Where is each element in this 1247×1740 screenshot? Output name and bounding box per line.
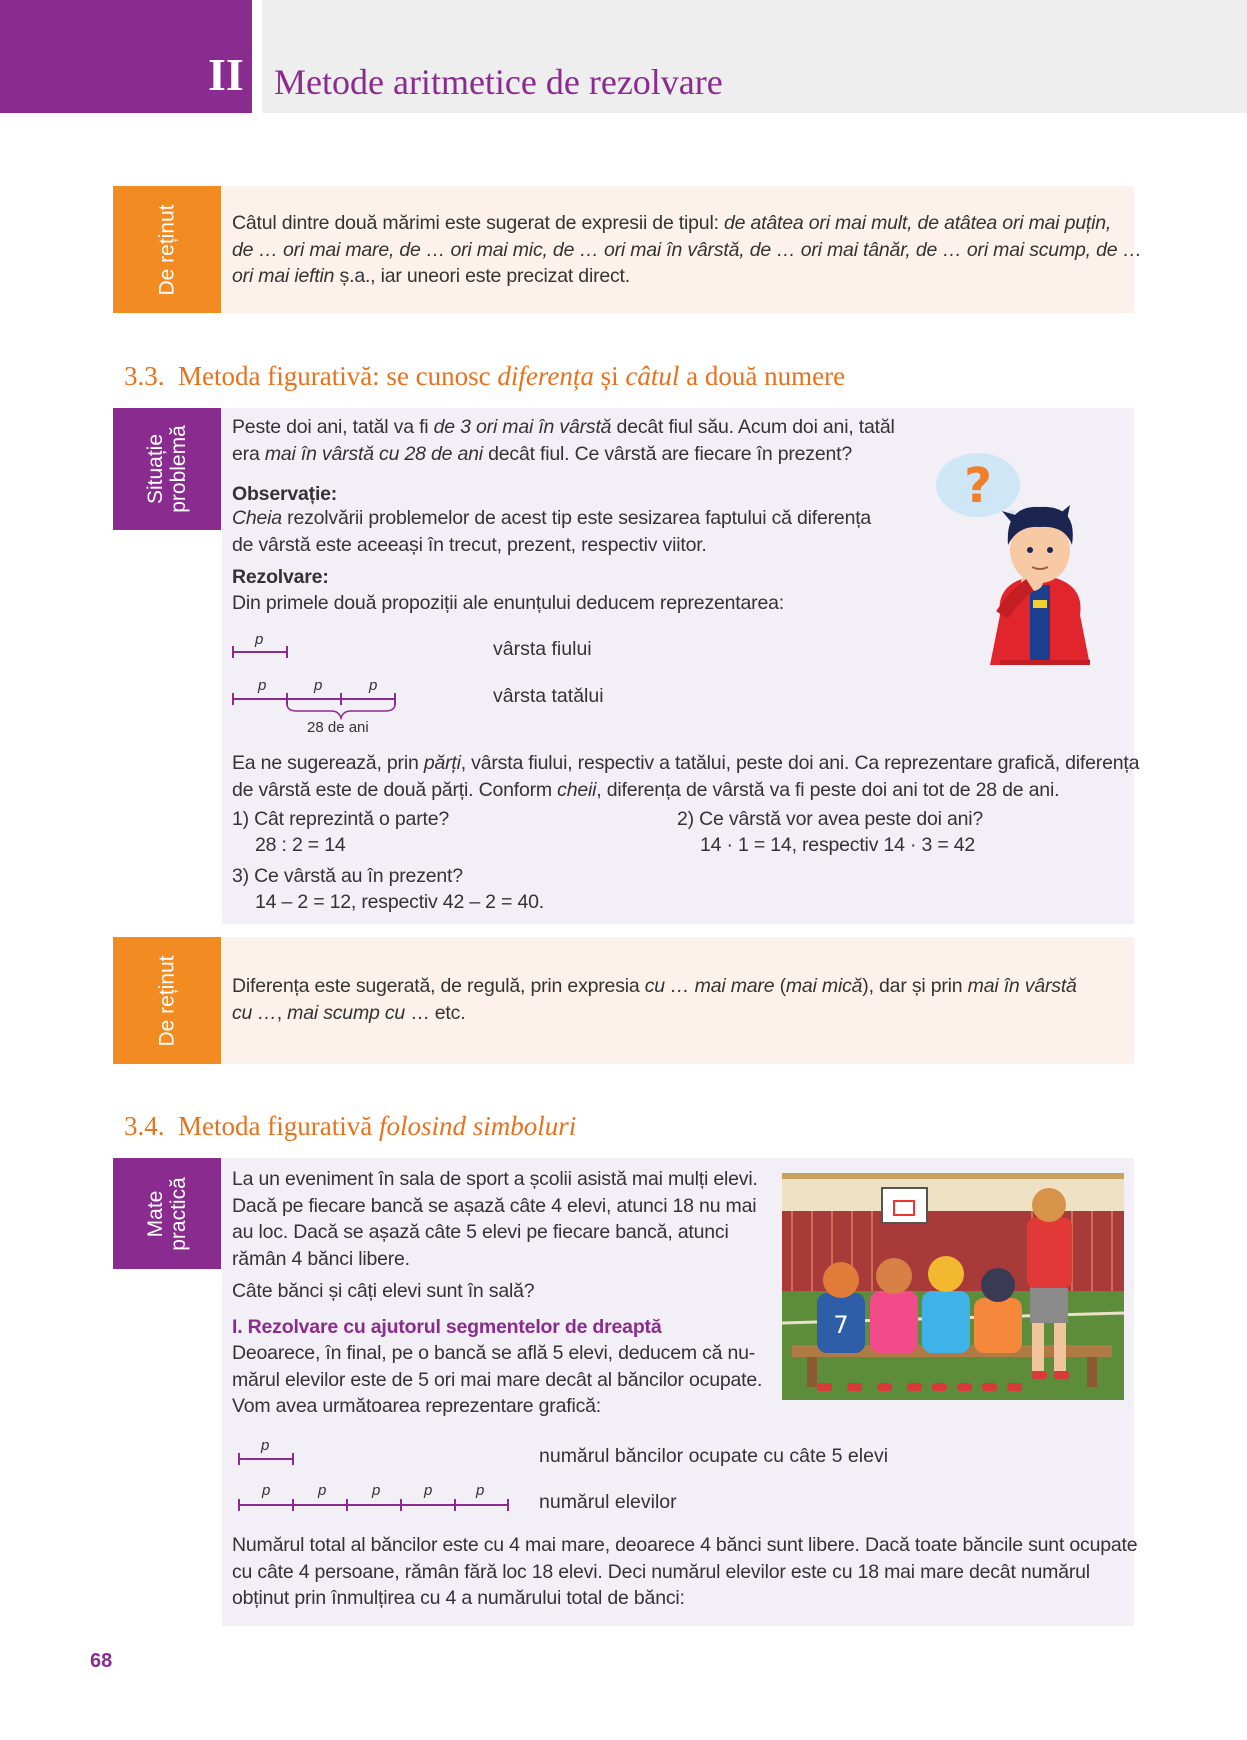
answer-1: 28 : 2 = 14: [255, 834, 346, 856]
segment-tick: [286, 646, 288, 658]
problem-tab-2: [113, 1158, 221, 1269]
problem-tab-1: [113, 408, 221, 530]
chapter-number: II: [208, 49, 244, 100]
student-part-label: p: [318, 1482, 327, 1499]
father-part-label: p: [314, 677, 323, 694]
solution-intro: Din primele două propoziții ale enunțului deducem reprezentarea:: [232, 592, 784, 614]
section-title-part: Metoda figurativă: [178, 1111, 379, 1141]
final-explanation: Numărul total al băncilor este cu 4 mai mare, deoarece 4 bănci sunt libere. Dacă toate băncile sunt ocupate cu câte 4 persoane, rămân fără loc 18 elevi. Deci numărul elevilor este cu 18 mai mare decât numărul obținut prin înmulțirea cu 4 a numărului total de bănci:: [232, 1534, 1138, 1609]
section-3-3-heading: [124, 360, 845, 392]
segment-tick: [400, 1499, 402, 1511]
student-part-label: p: [262, 1482, 271, 1499]
section-title-italic: câtul: [625, 361, 680, 391]
note-tab-label: De reținut: [155, 203, 179, 296]
problem-1-statement: Peste doi ani, tatăl va fi de 3 ori mai în vârstă decât fiul său. Acum doi ani, tatăl era mai în vârstă cu 28 de ani decât fiul. Ce vârstă are fiecare în prezent?: [232, 416, 895, 465]
segment-tick: [346, 1499, 348, 1511]
father-part-label: p: [369, 677, 378, 694]
father-part-label: p: [258, 677, 267, 694]
father-segment: [233, 698, 395, 700]
segment-tick: [507, 1499, 509, 1511]
section-number: 3.3.: [124, 361, 165, 391]
segment-tick: [232, 693, 234, 705]
note-1-line1-a: Câtul dintre două mărimi este sugerat de expresii de tipul:: [232, 212, 725, 234]
note-tab-1: [113, 186, 221, 313]
bench-part-label: p: [261, 1437, 270, 1454]
benches-label: numărul băncilor ocupate cu câte 5 elevi: [539, 1445, 889, 1467]
segment-tick: [238, 1499, 240, 1511]
problem-2-statement: La un eveniment în sala de sport a școlii asistă mai mulți elevi. Dacă pe fiecare bancă se așază câte 4 elevi, atunci 18 nu mai au loc. Dacă se așază câte 5 elevi pe fiecare bancă, atunci rămân 4 bănci libere.: [232, 1168, 758, 1270]
svg-text:?: ?: [964, 458, 992, 514]
students-label: numărul elevilor: [539, 1491, 677, 1513]
student-part-label: p: [476, 1482, 485, 1499]
observation-title: Observație:: [232, 483, 338, 505]
note-1-line3-a: ori mai ieftin: [232, 265, 335, 287]
segment-tick: [238, 1453, 240, 1465]
section-title-italic: folosind simboluri: [378, 1111, 577, 1141]
father-age-label: vârsta tatălui: [493, 685, 604, 707]
note-1-line2: de … ori mai mare, de … ori mai mic, de … ori mai în vârstă, de … ori mai tânăr, de … ori mai scump, de …: [232, 238, 1142, 261]
explanation-text: Ea ne sugerează, prin părți, vârsta fiului, respectiv a tatălui, peste doi ani. Ca reprezentare grafică, diferența de vârstă este de două părți. Conform cheii, diferența de vârstă va fi peste doi ani tot de 28 de ani.: [232, 752, 1140, 801]
section-number: 3.4.: [124, 1111, 165, 1141]
section-title-part: și: [593, 361, 626, 391]
observation-text: Cheia rezolvării problemelor de acest tip este sesizarea faptului că diferența de vârstă este aceeași în trecut, prezent, respectiv viitor.: [232, 507, 872, 556]
note-tab-2: [113, 937, 221, 1064]
section-title-italic: diferența: [497, 361, 594, 391]
son-part-label: p: [255, 631, 264, 648]
students-segment: [239, 1504, 508, 1506]
answer-2: 14 · 1 = 14, respectiv 14 · 3 = 42: [700, 834, 976, 856]
segment-tick: [292, 1453, 294, 1465]
chapter-title: Metode aritmetice de rezolvare: [274, 62, 723, 102]
son-age-label: vârsta fiului: [493, 638, 592, 660]
problem-tab-label: Mate practică: [144, 1176, 190, 1251]
student-part-label: p: [424, 1482, 433, 1499]
note-2-text: Diferența este sugerată, de regulă, prin expresia cu … mai mare (mai mică), dar și prin mai în vârstă cu …, mai scump cu … etc.: [232, 975, 1077, 1024]
note-1-text: [232, 210, 1142, 290]
section-title-part: a două numere: [679, 361, 846, 391]
bench-segment: [239, 1458, 293, 1460]
problem-tab-label: Situație problemă: [144, 425, 190, 513]
gym-students-illustration: [782, 1173, 1124, 1400]
question-2: 2) Ce vârstă vor avea peste doi ani?: [677, 808, 984, 830]
note-1-line1-b: de atâtea ori mai mult, de atâtea ori mai puțin,: [724, 212, 1112, 234]
problem-2-question: Câte bănci și câți elevi sunt în sală?: [232, 1280, 535, 1302]
method-1-text: Deoarece, în final, pe o bancă se află 5 elevi, deducem că nu- mărul elevilor este de 5 ori mai mare decât al băncilor ocupate. Vom avea următoarea reprezentare grafică:: [232, 1342, 763, 1417]
segment-tick: [454, 1499, 456, 1511]
solution-title: Rezolvare:: [232, 566, 329, 588]
difference-brace: [285, 702, 397, 720]
student-part-label: p: [372, 1482, 381, 1499]
method-1-title: I. Rezolvare cu ajutorul segmentelor de dreaptă: [232, 1316, 662, 1338]
note-1-line3-b: ș.a., iar uneori este precizat direct.: [334, 265, 630, 287]
segment-tick: [232, 646, 234, 658]
difference-label: 28 de ani: [307, 719, 369, 736]
segment-tick: [292, 1499, 294, 1511]
page-number: 68: [90, 1650, 113, 1672]
section-title-part: Metoda figurativă: se cunosc: [178, 361, 498, 391]
question-3: 3) Ce vârstă au în prezent?: [232, 865, 463, 887]
section-3-4-heading: [124, 1110, 576, 1142]
thinking-boy-illustration: [930, 445, 1115, 665]
note-tab-label: De reținut: [155, 954, 179, 1047]
answer-3: 14 – 2 = 12, respectiv 42 – 2 = 40.: [255, 891, 544, 913]
son-segment: [233, 651, 287, 653]
svg-text:7: 7: [833, 1311, 849, 1339]
question-1: 1) Cât reprezintă o parte?: [232, 808, 450, 830]
